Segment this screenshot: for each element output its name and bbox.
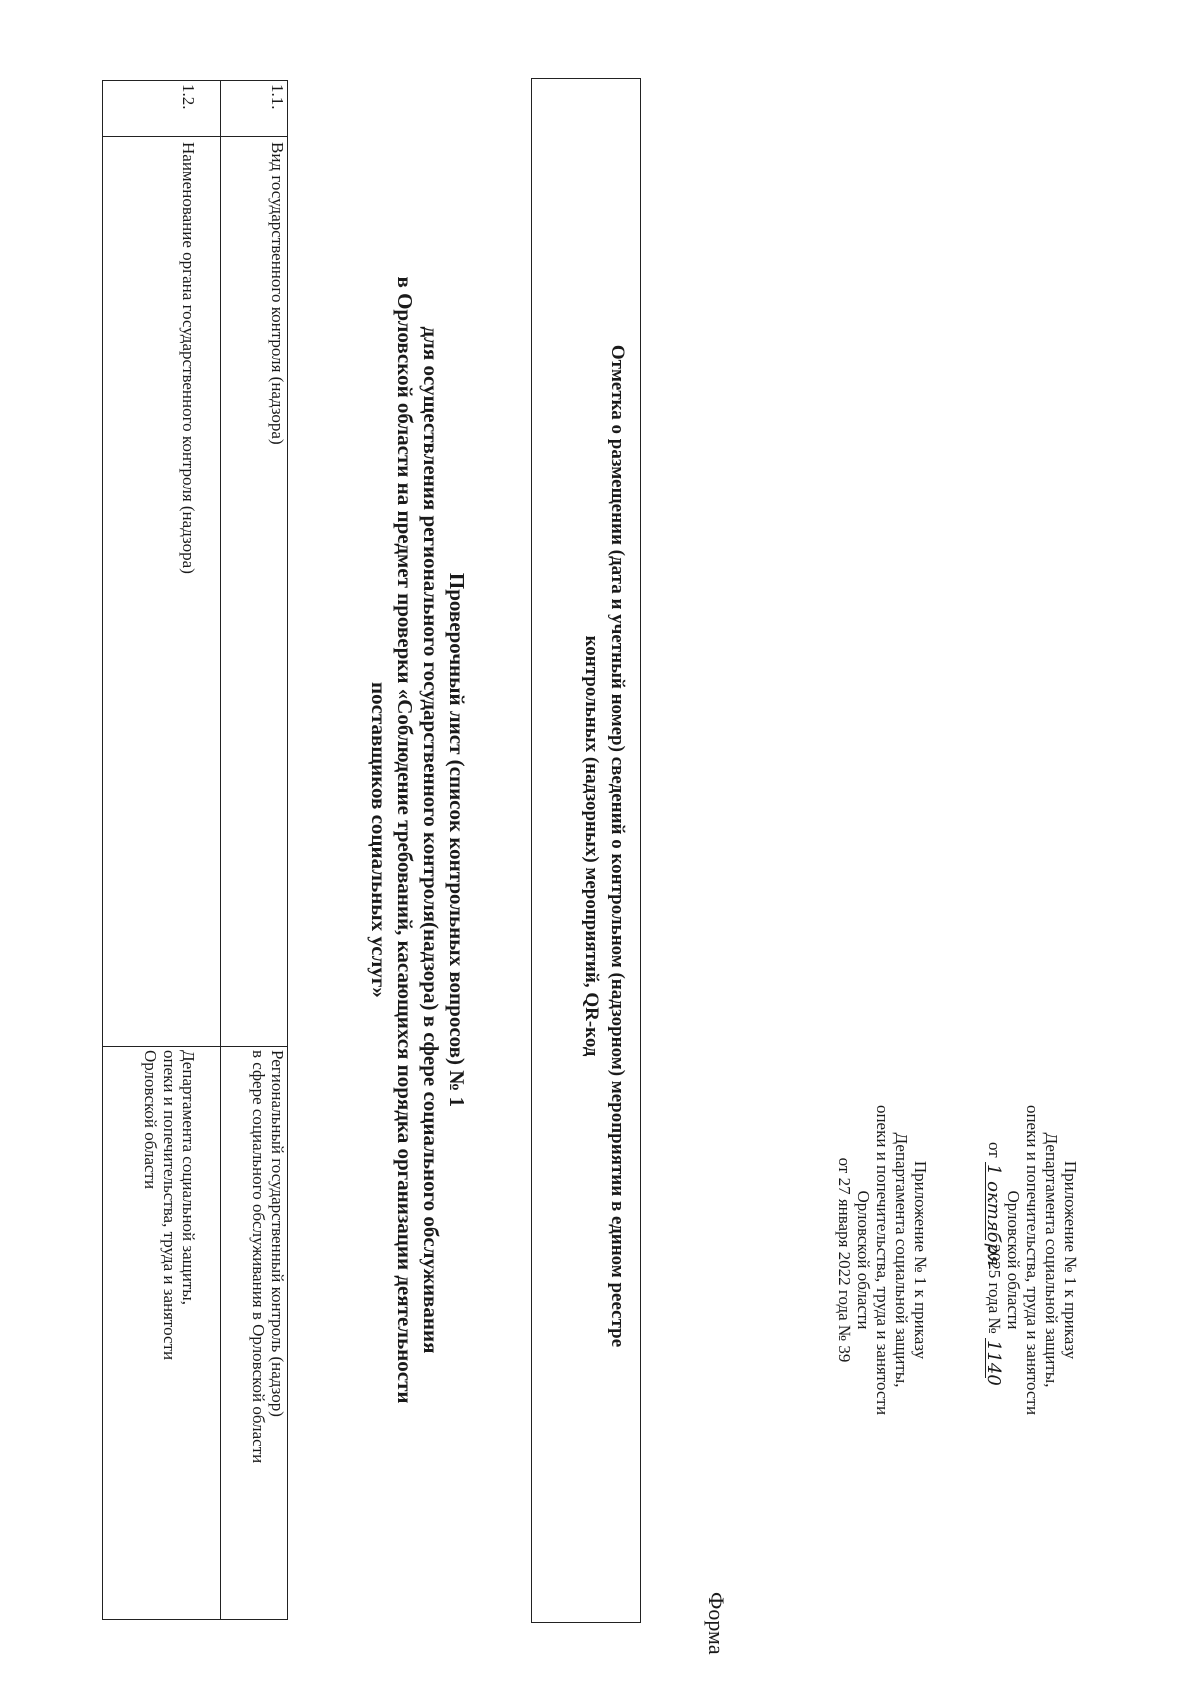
title-line3: в Орловской области на предмет проверки «Соблюдение требований, касающихся порядка организации деятельности	[393, 276, 417, 1404]
table-row-2-number: 1.2.	[179, 84, 198, 110]
appendix-current-line3: опеки и попечительства, труда и занятости	[1023, 1104, 1042, 1416]
table-row-1-value-line1: Региональный государственный контроль (надзор)	[268, 1050, 287, 1417]
year-text: 2025 года №	[985, 1244, 1004, 1334]
appendix-previous-line1: Приложение № 1 к приказу	[911, 1160, 930, 1360]
title-line2: для осуществления регионального государственного контроля(надзора) в сфере социального обслуживания	[419, 326, 443, 1354]
table-row-2-label: Наименование органа государственного контроля (надзора)	[179, 142, 198, 574]
table-row-2-value-line1: Департамента социальной защиты,	[179, 1050, 198, 1305]
title-line4: поставщиков социальных услуг»	[367, 682, 391, 998]
title-line1: Проверочный лист (список контрольных вопросов) № 1	[445, 572, 469, 1108]
handwritten-date-field	[983, 1162, 1004, 1267]
registry-mark-line1: Отметка о размещении (дата и учетный номер) сведений о контрольном (надзорном) мероприятии в едином реестре	[607, 344, 628, 1348]
table-value-column-divider	[103, 1046, 287, 1047]
appendix-previous-line2: Департамента социальной защиты,	[892, 1132, 911, 1388]
registry-mark-line2: контрольных (надзорных) мероприятий, QR-код	[581, 635, 602, 1057]
table-row-1-value	[249, 1050, 287, 1463]
table-row-2-value-line3: Орловской области	[141, 1050, 160, 1190]
appendix-previous-line3: опеки и попечительства, труда и занятости	[873, 1104, 892, 1416]
form-label: Форма	[704, 1592, 729, 1655]
table-number-column-divider	[103, 136, 287, 137]
handwritten-number: 1140	[983, 1339, 1004, 1386]
table-row-1-label: Вид государственного контроля (надзора)	[268, 142, 287, 445]
registry-mark-text	[578, 136, 630, 1556]
table-row-2-value	[141, 1050, 198, 1360]
table-row-1-number: 1.1.	[268, 84, 287, 110]
appendix-previous-line5: от 27 января 2022 года № 39	[835, 1157, 854, 1363]
table-row-2-value-line2: опеки и попечительства, труда и занятости	[160, 1050, 179, 1361]
appendix-current-line1: Приложение № 1 к приказу	[1061, 1160, 1080, 1360]
appendix-current	[985, 1080, 1080, 1440]
table-row-divider	[220, 81, 221, 1619]
from-prefix: от	[985, 1142, 1004, 1158]
checklist-title	[366, 100, 470, 1580]
appendix-previous	[835, 1080, 930, 1440]
table-row-1-value-line2: в сфере социального обслуживания в Орловской области	[249, 1050, 268, 1464]
appendix-current-line2: Департамента социальной защиты,	[1042, 1132, 1061, 1388]
appendix-current-line4: Орловской области	[1004, 1190, 1023, 1330]
appendix-current-date-line	[985, 1080, 1004, 1440]
handwritten-date: 1 октября	[983, 1163, 1004, 1267]
appendix-previous-line4: Орловской области	[854, 1190, 873, 1330]
handwritten-number-field	[983, 1338, 1004, 1386]
